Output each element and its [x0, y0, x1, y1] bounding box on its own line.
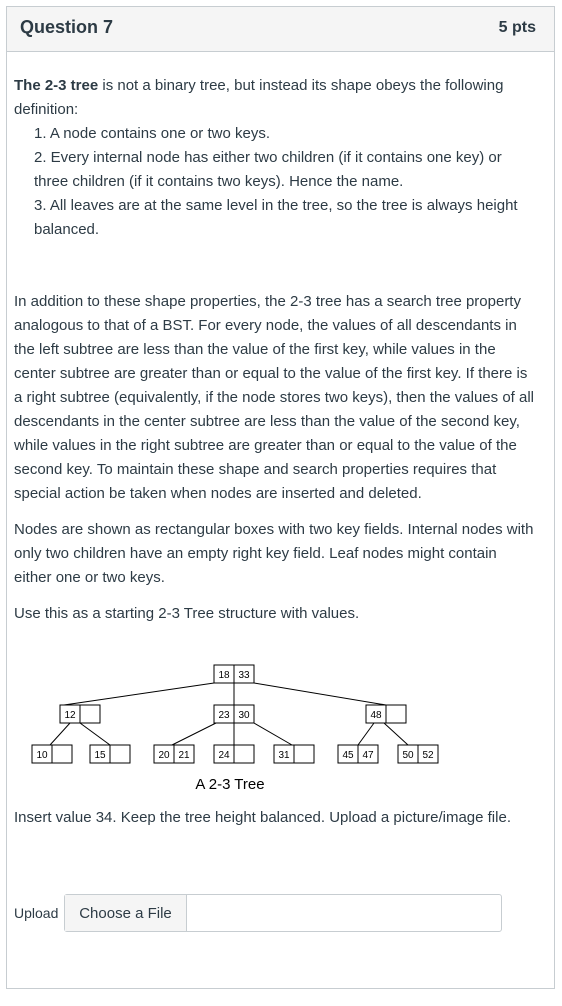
tree-diagram: [22, 656, 442, 798]
internal-2-key-1: 23: [218, 710, 230, 721]
tree-node-internal-3: [366, 705, 406, 723]
tree-svg: [22, 656, 442, 798]
tree-caption: A 2-3 Tree: [195, 776, 265, 793]
intro-paragraph: [14, 74, 534, 122]
search-property-paragraph: In addition to these shape properties, the 2-3 tree has a search tree property analogous to that of a BST. For every node, the values of all descendants in the left subtree are less than the value of the first key, while values in the center subtree are greater than or equal to the value of the first key. If there is a right subtree (equivalently, if the node stores two keys), then the values of all descendants in the center subtree are less than the value of the second key, while values in the right subtree are greater than or equal to the value of the second key. To maintain these shape and search properties requires that special action be taken when nodes are inserted and deleted.: [14, 293, 535, 502]
tree-leaf-6: [338, 745, 378, 763]
leaf-7-key-1: 50: [402, 750, 414, 761]
leaf-5-key-1: 31: [278, 750, 290, 761]
file-upload-field[interactable]: [64, 894, 502, 932]
question-header: [7, 7, 554, 52]
tree-leaf-4: [214, 745, 254, 763]
rule-3: 3. All leaves are at the same level in the tree, so the tree is always height balanced.: [34, 197, 518, 238]
tree-leaf-1: [32, 745, 72, 763]
internal-1-key-1: 12: [64, 710, 76, 721]
intro-bold-lead: The 2-3 tree: [14, 77, 99, 94]
leaf-1-key-1: 10: [36, 750, 48, 761]
task-paragraph: Insert value 34. Keep the tree height balanced. Upload a picture/image file.: [14, 809, 511, 826]
leaf-3-key-2: 21: [178, 750, 190, 761]
tree-leaf-7: [398, 745, 438, 763]
question-points: 5 pts: [498, 19, 536, 36]
internal-3-key-1: 48: [370, 710, 382, 721]
root-key-2: 33: [238, 670, 250, 681]
rule-2: 2. Every internal node has either two children (if it contains one key) or three children (if it contains two keys). Hence the name.: [34, 149, 502, 190]
upload-label: Upload: [14, 905, 59, 921]
leaf-6-key-1: 45: [342, 750, 354, 761]
leaf-7-key-2: 52: [422, 750, 434, 761]
question-title: Question 7: [20, 17, 114, 37]
leaf-3-key-1: 20: [158, 750, 170, 761]
tree-node-root: [214, 665, 254, 683]
root-key-1: 18: [218, 670, 230, 681]
use-this-paragraph: Use this as a starting 2-3 Tree structure with values.: [14, 605, 360, 622]
choose-file-button[interactable]: Choose a File: [65, 895, 187, 931]
tree-leaf-2: [90, 745, 130, 763]
intro-rest: is not a binary tree, but instead its shape obeys the following definition:: [14, 77, 504, 118]
internal-2-key-2: 30: [238, 710, 250, 721]
tree-node-internal-2: [214, 705, 254, 723]
nodes-shown-paragraph: Nodes are shown as rectangular boxes with two key fields. Internal nodes with only two children have an empty right key field. Leaf nodes might contain either one or two keys.: [14, 521, 534, 586]
leaf-4-key-1: 24: [218, 750, 230, 761]
tree-node-internal-1: [60, 705, 100, 723]
question-body: [14, 74, 534, 626]
tree-leaf-3: [154, 745, 194, 763]
rule-1: 1. A node contains one or two keys.: [34, 125, 270, 142]
tree-leaf-5: [274, 745, 314, 763]
leaf-6-key-2: 47: [362, 750, 374, 761]
leaf-2-key-1: 15: [94, 750, 106, 761]
